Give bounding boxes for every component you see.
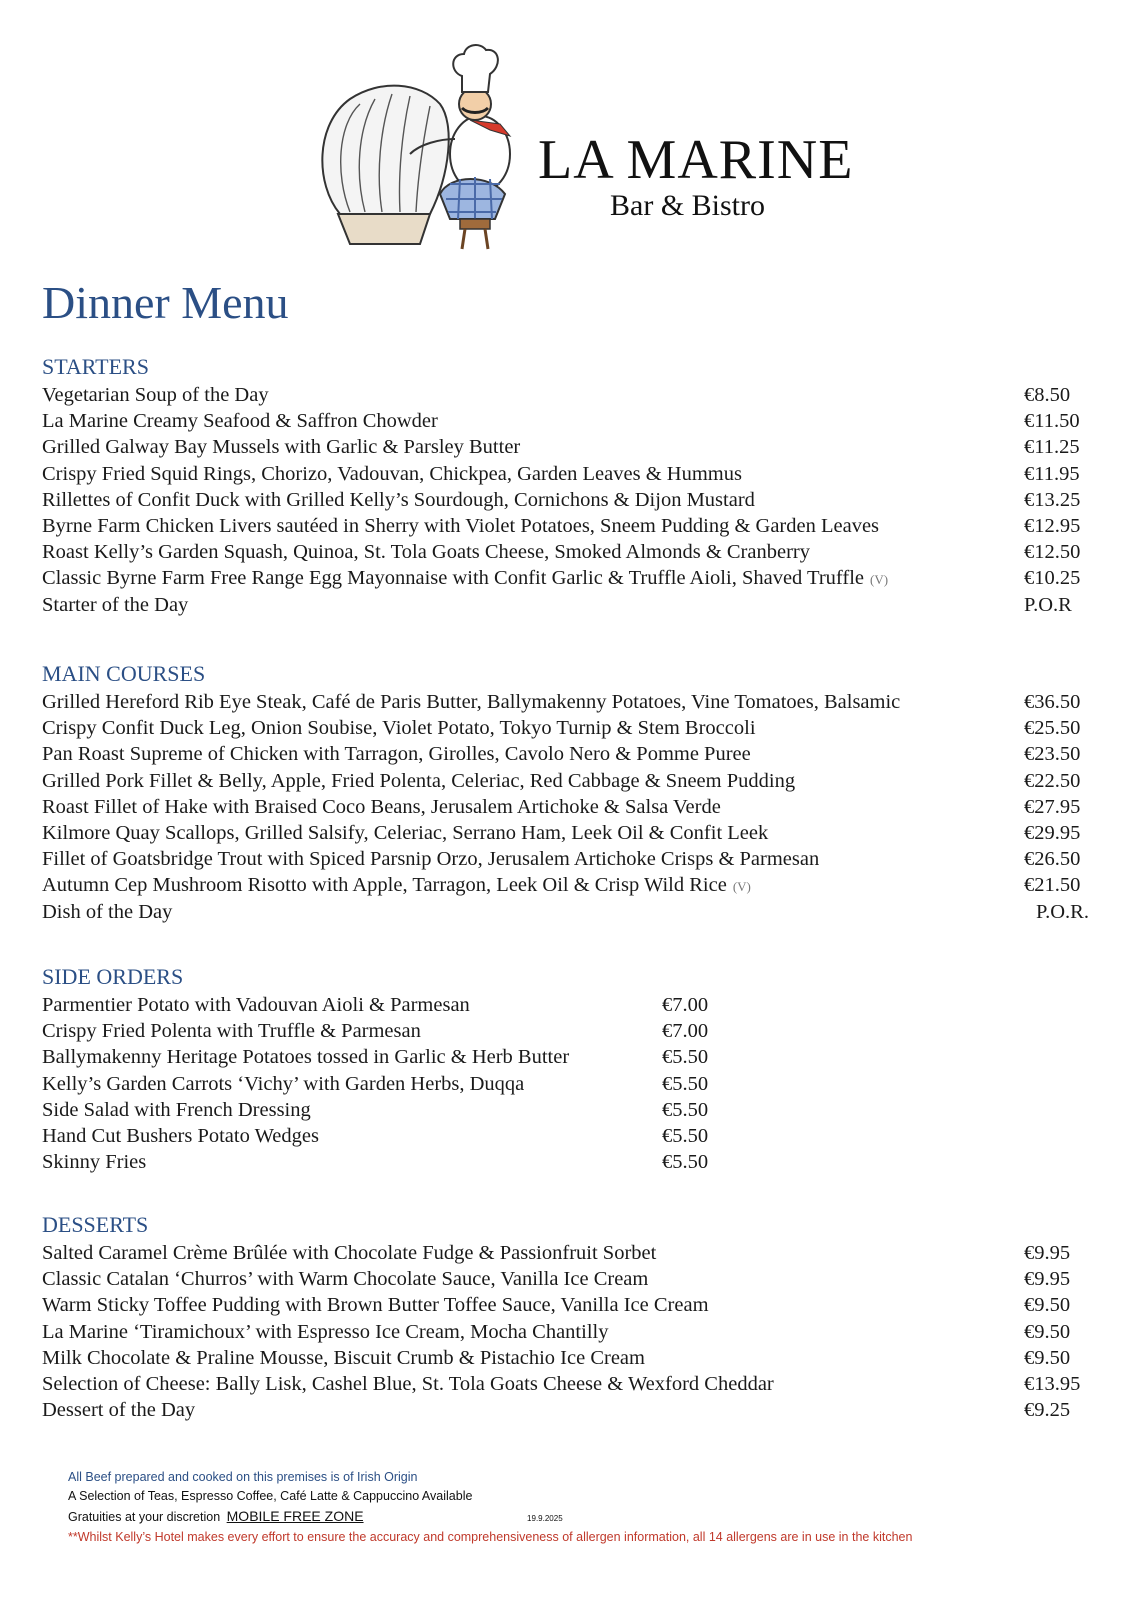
item-price: €25.50 bbox=[1024, 717, 1081, 740]
menu-item bbox=[42, 715, 1102, 741]
menu-item bbox=[42, 992, 742, 1018]
menu-item bbox=[42, 1018, 742, 1044]
vegetarian-badge: (V) bbox=[870, 572, 889, 588]
drinks-note: A Selection of Teas, Espresso Coffee, Café Latte & Cappuccino Available bbox=[68, 1489, 473, 1504]
item-name: Grilled Hereford Rib Eye Steak, Café de Paris Butter, Ballymakenny Potatoes, Vine Tomatoes, Balsamic bbox=[42, 691, 901, 713]
item-price: €9.50 bbox=[1024, 1294, 1071, 1317]
item-name: Grilled Galway Bay Mussels with Garlic & Parsley Butter bbox=[42, 436, 521, 459]
item-name: Vegetarian Soup of the Day bbox=[42, 384, 269, 406]
menu-item bbox=[42, 1345, 1102, 1371]
item-name: Classic Catalan ‘Churros’ with Warm Chocolate Sauce, Vanilla Ice Cream bbox=[42, 1268, 649, 1291]
item-name: Skinny Fries bbox=[42, 1151, 147, 1174]
item-name: Fillet of Goatsbridge Trout with Spiced Parsnip Orzo, Jerusalem Artichoke Crisps & Parmesan bbox=[42, 848, 820, 871]
item-name: Classic Byrne Farm Free Range Egg Mayonnaise with Confit Garlic & Truffle Aioli, Shaved Truffle bbox=[42, 567, 865, 590]
starters-section bbox=[42, 352, 1102, 618]
item-price: €10.25 bbox=[1024, 567, 1081, 590]
beef-origin-note: All Beef prepared and cooked on this premises is of Irish Origin bbox=[68, 1470, 418, 1484]
menu-date: 19.9.2025 bbox=[527, 1513, 563, 1523]
item-price: €5.50 bbox=[662, 1098, 709, 1121]
menu-item bbox=[42, 689, 1102, 715]
item-name: Warm Sticky Toffee Pudding with Brown Butter Toffee Sauce, Vanilla Ice Cream bbox=[42, 1294, 709, 1317]
menu-item bbox=[42, 434, 1102, 460]
menu-item bbox=[42, 846, 1102, 872]
section-heading-starters: STARTERS bbox=[42, 354, 149, 379]
item-name: Crispy Fried Polenta with Truffle & Parmesan bbox=[42, 1020, 421, 1043]
menu-item bbox=[42, 382, 1102, 408]
item-price: €22.50 bbox=[1024, 769, 1081, 792]
brand-tagline: Bar & Bistro bbox=[610, 189, 765, 222]
chef-scallop-icon bbox=[310, 44, 520, 254]
item-price: €5.50 bbox=[662, 1124, 709, 1147]
item-price: €5.50 bbox=[662, 1046, 709, 1069]
section-heading-mains: MAIN COURSES bbox=[42, 661, 206, 686]
menu-item bbox=[42, 461, 1102, 487]
item-name: Roast Kelly’s Garden Squash, Quinoa, St. Tola Goats Cheese, Smoked Almonds & Cranberry bbox=[42, 541, 810, 564]
menu-item bbox=[42, 1292, 1102, 1318]
item-name: Kelly’s Garden Carrots ‘Vichy’ with Garden Herbs, Duqqa bbox=[42, 1072, 525, 1095]
item-price: P.O.R. bbox=[1036, 900, 1089, 923]
menu-item bbox=[42, 1240, 1102, 1266]
item-price: €9.95 bbox=[1024, 1242, 1071, 1264]
item-price: €8.50 bbox=[1024, 384, 1071, 406]
allergen-note: **Whilst Kelly’s Hotel makes every effort to ensure the accuracy and comprehensiveness of allergen information, all 14 allergens are in use in the kitchen bbox=[68, 1529, 913, 1544]
item-price: €36.50 bbox=[1024, 691, 1081, 713]
item-price: €13.25 bbox=[1024, 488, 1081, 511]
menu-item bbox=[42, 1266, 1102, 1292]
gratuities-note: Gratuities at your discretion bbox=[68, 1509, 221, 1524]
menu-item bbox=[42, 1097, 742, 1123]
item-name: Rillettes of Confit Duck with Grilled Kelly’s Sourdough, Cornichons & Dijon Mustard bbox=[42, 488, 755, 511]
section-heading-sides: SIDE ORDERS bbox=[42, 964, 184, 989]
menu-item bbox=[42, 899, 1102, 925]
item-price: €7.00 bbox=[662, 994, 709, 1016]
desserts-section bbox=[42, 1210, 1102, 1423]
menu-item bbox=[42, 539, 1102, 565]
item-name: Parmentier Potato with Vadouvan Aioli & Parmesan bbox=[42, 994, 470, 1016]
item-price: €5.50 bbox=[662, 1151, 709, 1174]
menu-item bbox=[42, 741, 1102, 767]
menu-item bbox=[42, 1071, 742, 1097]
item-name: Starter of the Day bbox=[42, 593, 189, 616]
item-name: Crispy Fried Squid Rings, Chorizo, Vadouvan, Chickpea, Garden Leaves & Hummus bbox=[42, 462, 742, 485]
vegetarian-badge: (V) bbox=[732, 879, 751, 895]
brand-name: LA MARINE bbox=[538, 129, 854, 191]
menu-item bbox=[42, 1044, 742, 1070]
item-price: €29.95 bbox=[1024, 821, 1081, 844]
menu-item bbox=[42, 768, 1102, 794]
item-price: €21.50 bbox=[1024, 874, 1081, 897]
menu-item bbox=[42, 1371, 1102, 1397]
item-name: Ballymakenny Heritage Potatoes tossed in Garlic & Herb Butter bbox=[42, 1046, 570, 1069]
item-name: Autumn Cep Mushroom Risotto with Apple, Tarragon, Leek Oil & Crisp Wild Rice bbox=[42, 874, 727, 897]
gratuities-line bbox=[68, 1507, 912, 1528]
item-name: Roast Fillet of Hake with Braised Coco Beans, Jerusalem Artichoke & Salsa Verde bbox=[42, 795, 721, 818]
item-price: €12.50 bbox=[1024, 541, 1081, 564]
mains-section bbox=[42, 659, 1102, 925]
menu-item bbox=[42, 487, 1102, 513]
item-price: P.O.R bbox=[1024, 593, 1072, 616]
item-name: Crispy Confit Duck Leg, Onion Soubise, Violet Potato, Tokyo Turnip & Stem Broccoli bbox=[42, 717, 756, 740]
menu-item bbox=[42, 1319, 1102, 1345]
menu-item bbox=[42, 592, 1102, 618]
menu-item bbox=[42, 1397, 1102, 1423]
item-name: Pan Roast Supreme of Chicken with Tarragon, Girolles, Cavolo Nero & Pomme Puree bbox=[42, 743, 751, 766]
item-name: Side Salad with French Dressing bbox=[42, 1098, 311, 1121]
menu-item bbox=[42, 408, 1102, 434]
item-price: €13.95 bbox=[1024, 1372, 1081, 1395]
page-title: Dinner Menu bbox=[42, 277, 289, 328]
menu-item bbox=[42, 1123, 742, 1149]
menu-item bbox=[42, 794, 1102, 820]
menu-item bbox=[42, 513, 1102, 539]
item-name: La Marine Creamy Seafood & Saffron Chowder bbox=[42, 410, 438, 433]
item-price: €9.50 bbox=[1024, 1346, 1071, 1369]
item-name: Dish of the Day bbox=[42, 900, 173, 923]
menu-item bbox=[42, 820, 1102, 846]
item-price: €12.95 bbox=[1024, 514, 1081, 537]
item-price: €26.50 bbox=[1024, 848, 1081, 871]
menu-item bbox=[42, 872, 1102, 898]
item-price: €9.25 bbox=[1024, 1399, 1071, 1422]
menu-item bbox=[42, 565, 1102, 591]
item-name: Grilled Pork Fillet & Belly, Apple, Fried Polenta, Celeriac, Red Cabbage & Sneem Pudding bbox=[42, 769, 796, 792]
item-price: €7.00 bbox=[662, 1020, 709, 1043]
footer-notes bbox=[68, 1468, 912, 1547]
item-name: Selection of Cheese: Bally Lisk, Cashel Blue, St. Tola Goats Cheese & Wexford Cheddar bbox=[42, 1372, 774, 1395]
item-price: €23.50 bbox=[1024, 743, 1081, 766]
section-heading-desserts: DESSERTS bbox=[42, 1212, 149, 1237]
item-name: Byrne Farm Chicken Livers sautéed in Sherry with Violet Potatoes, Sneem Pudding & Garden Leaves bbox=[42, 514, 880, 537]
item-name: Dessert of the Day bbox=[42, 1399, 196, 1422]
item-price: €11.50 bbox=[1024, 410, 1080, 433]
item-price: €9.95 bbox=[1024, 1268, 1071, 1291]
item-name: Kilmore Quay Scallops, Grilled Salsify, Celeriac, Serrano Ham, Leek Oil & Confit Leek bbox=[42, 821, 769, 844]
item-price: €11.95 bbox=[1024, 462, 1080, 485]
item-name: Hand Cut Bushers Potato Wedges bbox=[42, 1124, 319, 1147]
item-price: €11.25 bbox=[1024, 436, 1080, 459]
item-price: €5.50 bbox=[662, 1072, 709, 1095]
item-name: La Marine ‘Tiramichoux’ with Espresso Ice Cream, Mocha Chantilly bbox=[42, 1320, 609, 1343]
item-price: €9.50 bbox=[1024, 1320, 1071, 1343]
menu-item bbox=[42, 1149, 742, 1175]
sides-section bbox=[42, 962, 742, 1175]
item-name: Milk Chocolate & Praline Mousse, Biscuit Crumb & Pistachio Ice Cream bbox=[42, 1346, 645, 1369]
item-name: Salted Caramel Crème Brûlée with Chocolate Fudge & Passionfruit Sorbet bbox=[42, 1242, 657, 1264]
brand-logo bbox=[310, 44, 854, 254]
item-price: €27.95 bbox=[1024, 795, 1081, 818]
mobile-free-zone: MOBILE FREE ZONE bbox=[226, 1507, 364, 1524]
